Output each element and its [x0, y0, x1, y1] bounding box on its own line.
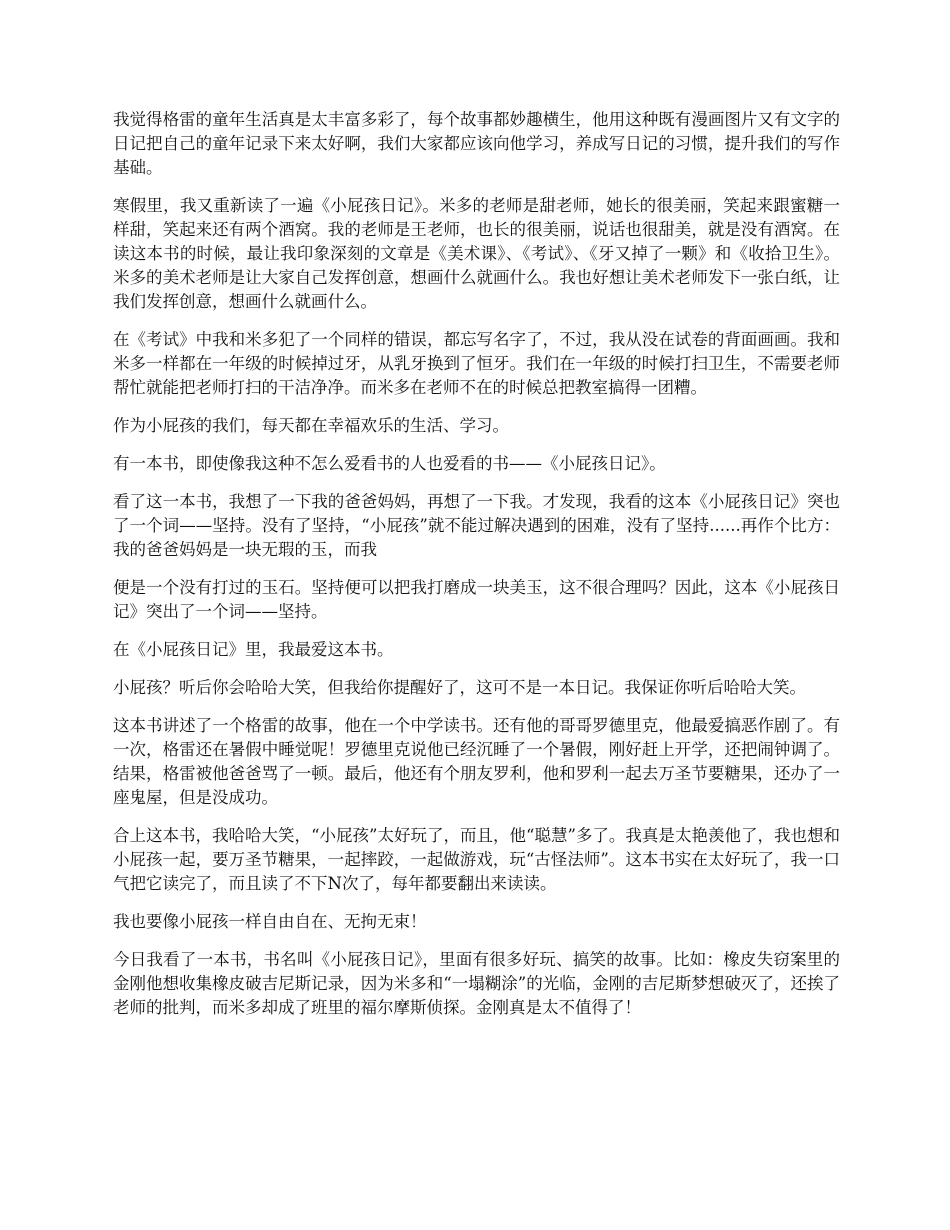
paragraph-8: 在《小屁孩日记》里，我最爱这本书。	[113, 640, 394, 659]
paragraph-1: 我觉得格雷的童年生活真是太丰富多彩了，每个故事都妙趣横生，他用这种既有漫画图片又有文字的日记把自己的童年记录下来太好啊，我们大家都应该向他学习，养成写日记的习惯，提升我们的写作基础。	[113, 110, 840, 177]
paragraph-13: 今日我看了一本书，书名叫《小屁孩日记》，里面有很多好玩、搞笑的故事。比如：橡皮失窃案里的金刚他想收集橡皮破吉尼斯记录，因为米多和“一塌糊涂”的光临，金刚的吉尼斯梦想破灭了，还挨了老师的批判，而米多却成了班里的福尔摩斯侦探。金刚真是太不值得了！	[113, 950, 840, 1017]
paragraph-4: 作为小屁孩的我们，每天都在幸福欢乐的生活、学习。	[113, 416, 509, 435]
paragraph-9: 小屁孩？听后你会哈哈大笑，但我给你提醒好了，这可不是一本日记。我保证你听后哈哈大笑。	[113, 678, 806, 697]
paragraph-6: 看了这一本书，我想了一下我的爸爸妈妈，再想了一下我。才发现，我看的这本《小屁孩日记》突也了一个词——坚持。没有了坚持，“小屁孩”就不能过解决遇到的困难，没有了坚持......再作个比方：我的爸爸妈妈是一块无瑕的玉，而我	[113, 492, 840, 559]
paragraph-7: 便是一个没有打过的玉石。坚持便可以把我打磨成一块美玉，这不很合理吗？因此，这本《小屁孩日记》突出了一个词——坚持。	[113, 578, 840, 621]
paragraph-11: 合上这本书，我哈哈大笑，“小屁孩”太好玩了，而且，他“聪慧”多了。我真是太艳羡他了，我也想和小屁孩一起，要万圣节糖果，一起摔跤，一起做游戏，玩“古怪法师”。这本书实在太好玩了，我一口气把它读完了，而且读了不下N次了，每年都要翻出来读读。	[113, 826, 840, 893]
paragraph-2: 寒假里，我又重新读了一遍《小屁孩日记》。米多的老师是甜老师，她长的很美丽，笑起来跟蜜糖一样甜，笑起来还有两个酒窝。我的老师是王老师，也长的很美丽，说话也很甜美，就是没有酒窝。在读这本书的时候，最让我印象深刻的文章是《美术课》、《考试》、《牙又掉了一颗》和《收拾卫生》。米多的美术老师是让大家自己发挥创意，想画什么就画什么。我也好想让美术老师发下一张白纸，让我们发挥创意，想画什么就画什么。	[113, 196, 840, 311]
paragraph-5: 有一本书，即使像我这种不怎么爱看书的人也爱看的书——《小屁孩日记》。	[113, 454, 666, 473]
paragraph-10: 这本书讲述了一个格雷的故事，他在一个中学读书。还有他的哥哥罗德里克，他最爱搞恶作剧了。有一次，格雷还在暑假中睡觉呢！罗德里克说他已经沉睡了一个暑假，刚好赶上开学，还把闹钟调了。结果，格雷被他爸爸骂了一顿。最后，他还有个朋友罗利，他和罗利一起去万圣节要糖果，还办了一座鬼屋，但是没成功。	[113, 716, 840, 807]
document-body	[113, 108, 840, 1034]
paragraph-12: 我也要像小屁孩一样自由自在、无拘无束！	[113, 912, 427, 931]
paragraph-3: 在《考试》中我和米多犯了一个同样的错误，都忘写名字了，不过，我从没在试卷的背面画画。我和米多一样都在一年级的时候掉过牙，从乳牙换到了恒牙。我们在一年级的时候打扫卫生，不需要老师帮忙就能把老师打扫的干洁净净。而米多在老师不在的时候总把教室搞得一团糟。	[113, 330, 840, 397]
